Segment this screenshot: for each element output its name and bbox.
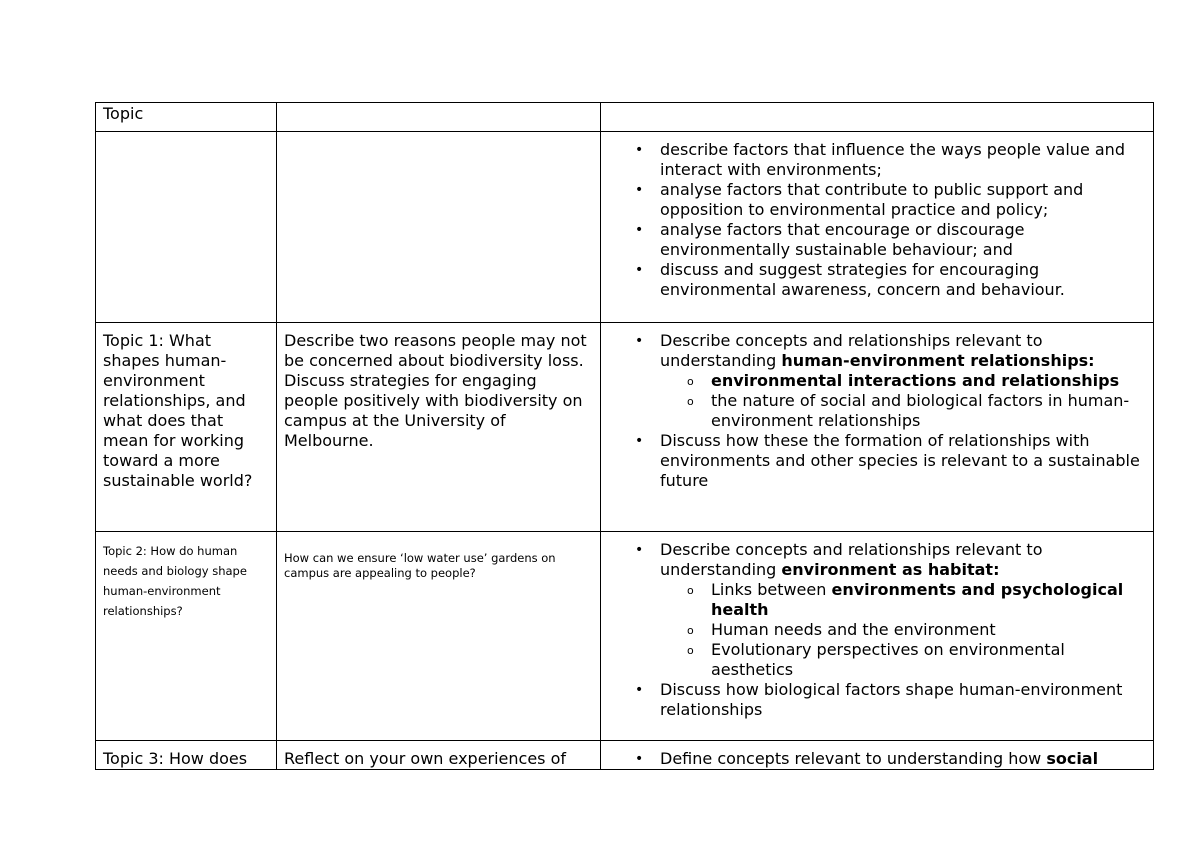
header-cell-topic: Topic <box>96 103 277 132</box>
sub-list-item: o Evolutionary perspectives on environmental aesthetics <box>660 640 1146 680</box>
objective-text: Describe concepts and relationships relevant to understanding <box>660 540 1043 579</box>
sub-list <box>660 371 1146 431</box>
topic1-title: Topic 1: What shapes human-environment relationships, and what does that mean for working toward a more sustainable world? <box>96 323 277 532</box>
topic2-title: Topic 2: How do human needs and biology shape human-environment relationships? <box>103 544 247 618</box>
sub-item-bold-text: environmental interactions and relationships <box>711 371 1120 390</box>
sub-item-text: Links between <box>711 580 832 599</box>
sub-list-item: o the nature of social and biological factors in human-environment relationships <box>660 391 1146 431</box>
objective-bold-text: environment as habitat: <box>781 560 1000 579</box>
topic3-objectives-list <box>608 749 1146 769</box>
sub-item-bold-text: environments and psychological health <box>711 580 1124 619</box>
sub-list <box>660 580 1146 680</box>
list-item: • analyse factors that encourage or discourage environmentally sustainable behaviour; and <box>608 220 1146 260</box>
table-row <box>96 323 1154 532</box>
topic3-title: Topic 3: How does <box>96 741 277 770</box>
objective-text: Define concepts relevant to understanding how <box>660 749 1047 768</box>
topic2-objectives-cell <box>601 532 1154 741</box>
list-item: • discuss and suggest strategies for encouraging environmental awareness, concern and behaviour. <box>608 260 1146 300</box>
topics-table <box>95 102 1154 770</box>
topic1-objectives-list <box>608 331 1146 491</box>
topic3-question: Reflect on your own experiences of <box>277 741 601 770</box>
table-row <box>96 132 1154 323</box>
list-item: • describe factors that influence the ways people value and interact with environments; <box>608 140 1146 180</box>
objective-bold-text: social <box>1046 749 1099 768</box>
table-row <box>96 532 1154 741</box>
header-cell-2 <box>277 103 601 132</box>
sub-list-item: o Human needs and the environment <box>660 620 1146 640</box>
list-item: • analyse factors that contribute to public support and opposition to environmental practice and policy; <box>608 180 1146 220</box>
topic2-question: How can we ensure ‘low water use’ gardens on campus are appealing to people? <box>284 551 556 580</box>
list-item <box>608 331 1146 431</box>
topic1-objectives-cell <box>601 323 1154 532</box>
objectives-list <box>608 140 1146 300</box>
list-item: • Discuss how biological factors shape human-environment relationships <box>608 680 1146 720</box>
table-row <box>96 741 1154 770</box>
list-item <box>608 749 1146 769</box>
topic2-title-cell <box>96 532 277 741</box>
sub-list-item <box>660 371 1146 391</box>
header-cell-3 <box>601 103 1154 132</box>
list-item <box>608 540 1146 680</box>
topic2-question-cell <box>277 532 601 741</box>
empty-cell <box>96 132 277 323</box>
objective-bold-text: human-environment relationships: <box>781 351 1095 370</box>
topic2-objectives-list <box>608 540 1146 720</box>
topic3-objectives-cell <box>601 741 1154 770</box>
table-header-row <box>96 103 1154 132</box>
empty-cell <box>277 132 601 323</box>
topic1-question: Describe two reasons people may not be concerned about biodiversity loss. Discuss strategies for engaging people positively with biodiversity on campus at the University of Melbourne. <box>277 323 601 532</box>
objectives-cell <box>601 132 1154 323</box>
objective-text: Describe concepts and relationships relevant to understanding <box>660 331 1043 370</box>
list-item: • Discuss how these the formation of relationships with environments and other species is relevant to a sustainable future <box>608 431 1146 491</box>
sub-list-item <box>660 580 1146 620</box>
